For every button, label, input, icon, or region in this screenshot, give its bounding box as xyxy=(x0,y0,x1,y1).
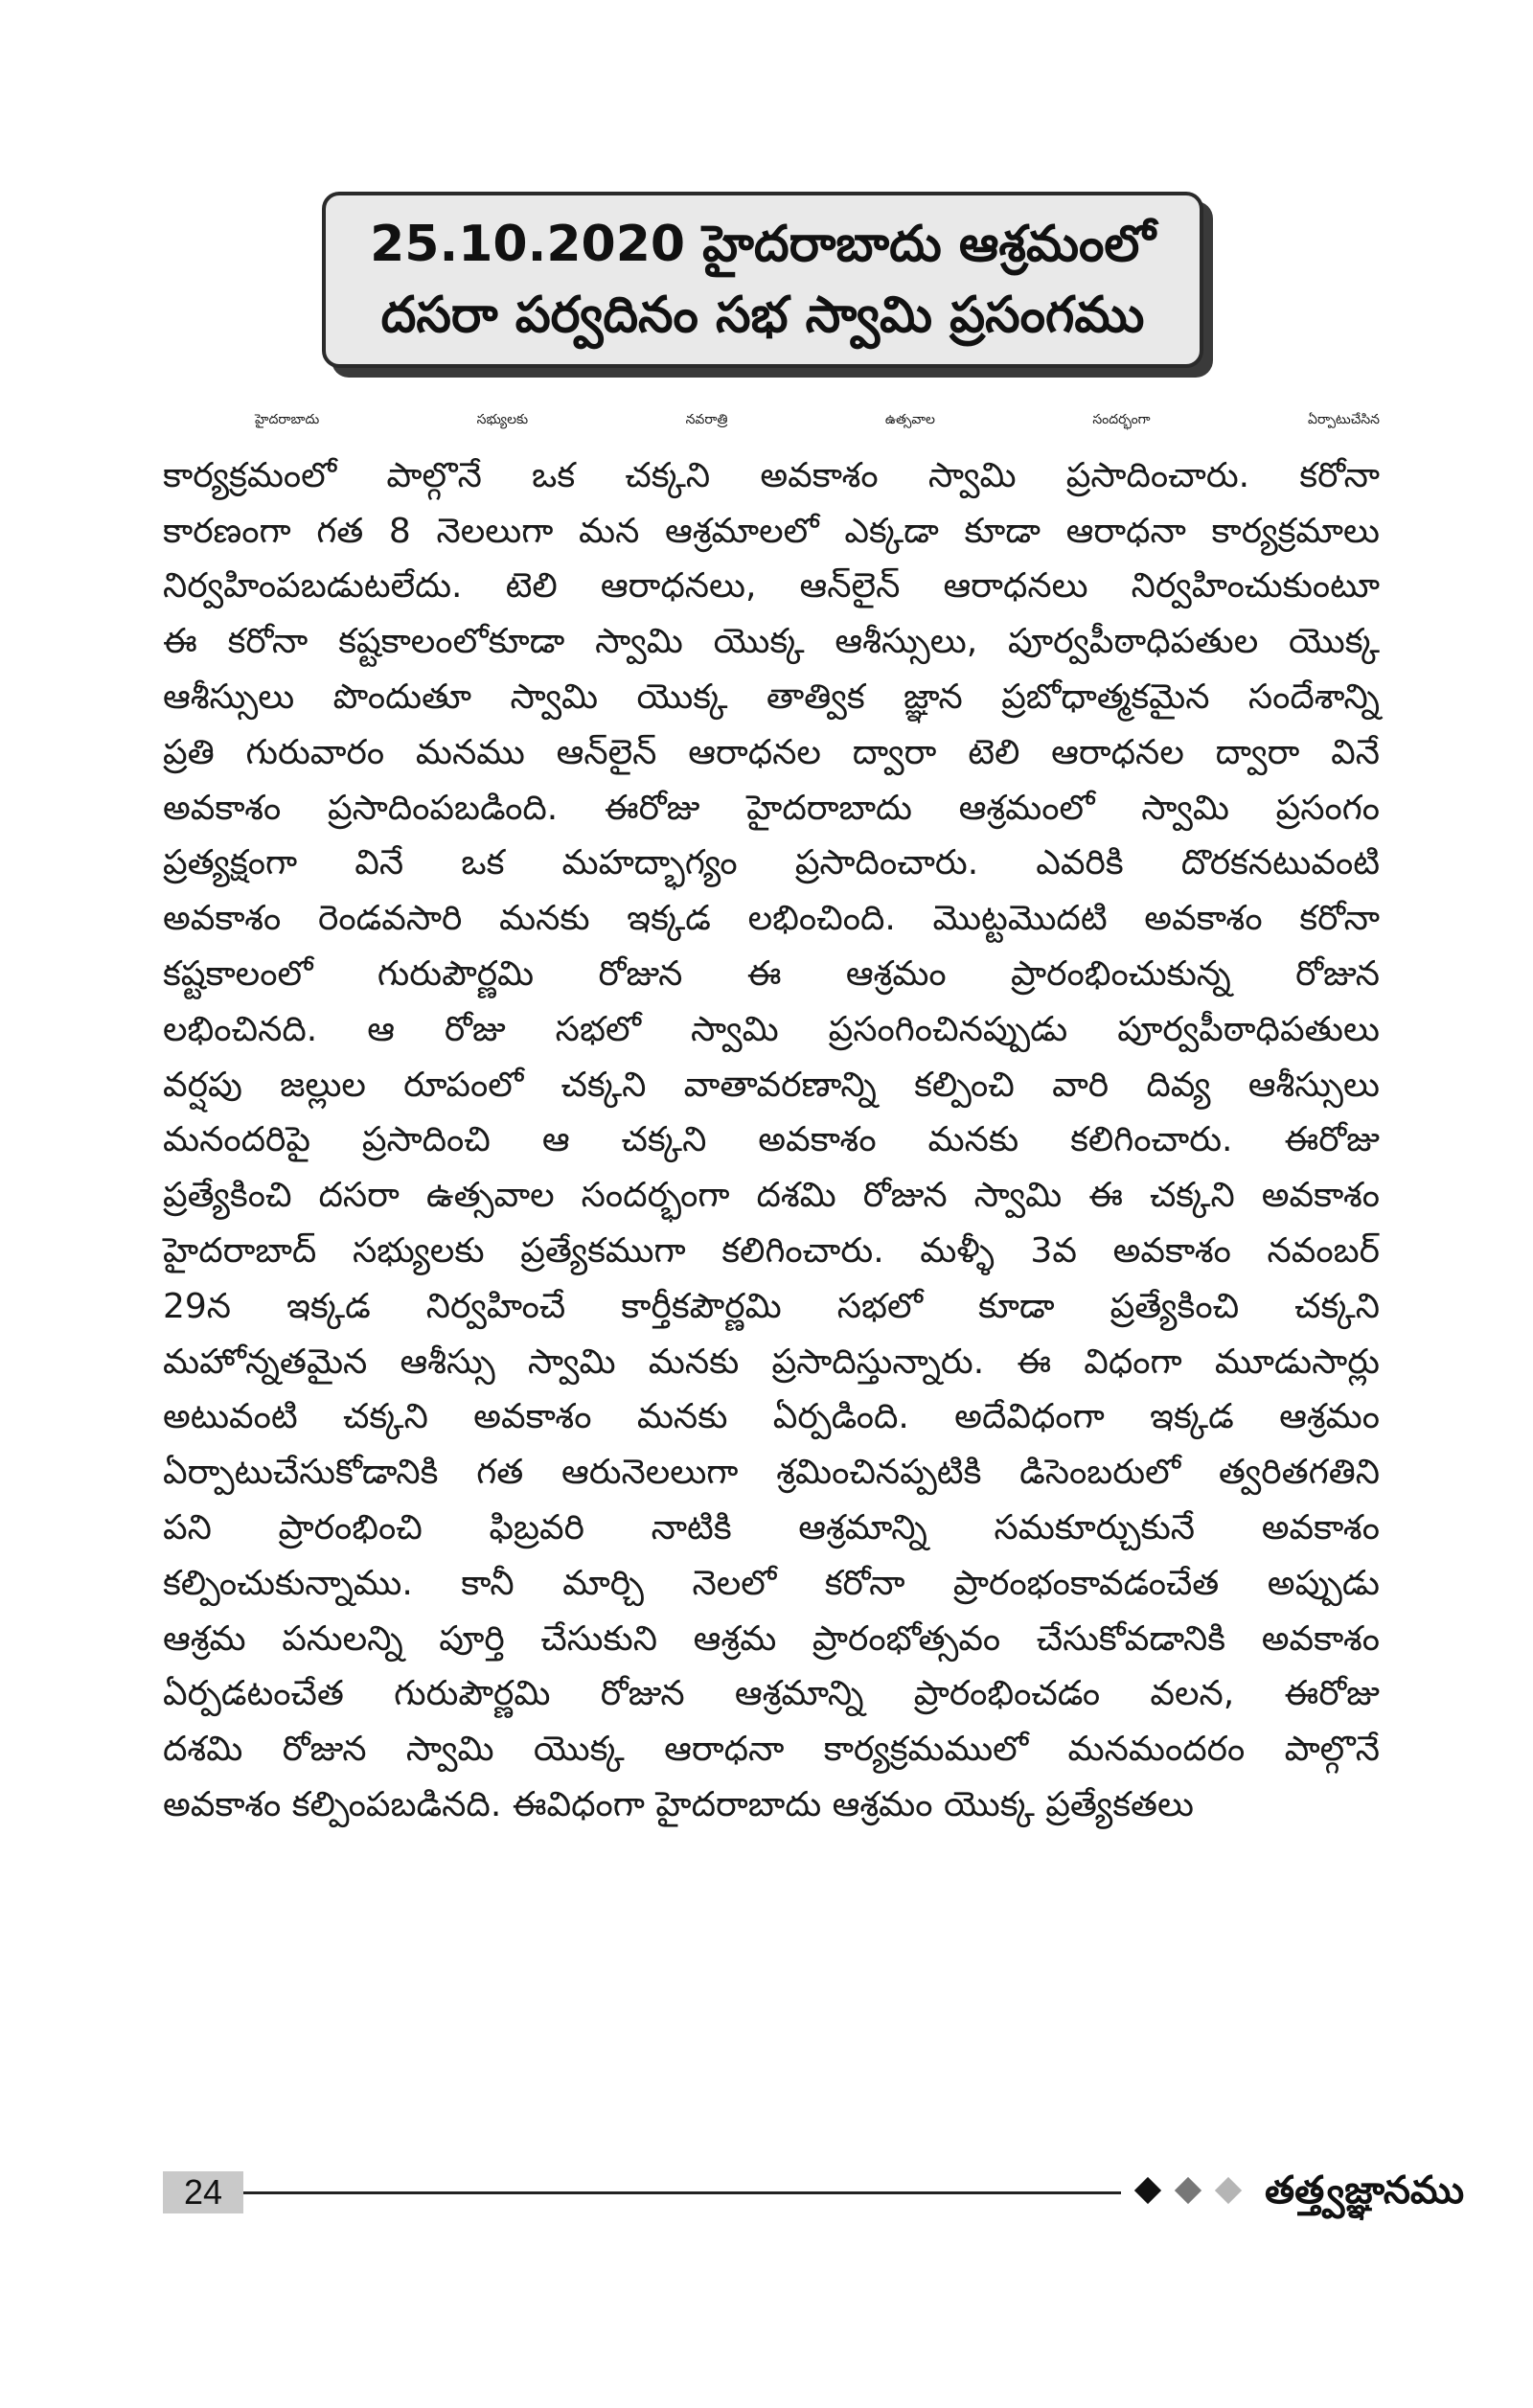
body-line: వర్షపు జల్లుల రూపంలో చక్కని వాతావరణాన్ని కల్పించి వారి దివ్య ఆశీస్సులు xyxy=(163,1065,1380,1105)
diamond-light-icon xyxy=(1215,2177,1242,2204)
body-line: 29న ఇక్కడ నిర్వహించే కార్తీకపౌర్ణమి సభలో కూడా ప్రత్యేకించి చక్కని xyxy=(163,1286,1380,1326)
body-line: ఆశ్రమ పనులన్ని పూర్తి చేసుకుని ఆశ్రమ ప్రారంభోత్సవం చేసుకోవడానికి అవకాశం xyxy=(163,1618,1380,1659)
article-title-line-2: దసరా పర్వదినం సభ స్వామి ప్రసంగము xyxy=(380,287,1145,344)
body-line: హైదరాబాద్ సభ్యులకు ప్రత్యేకముగా కలిగించారు. మళ్ళీ 3వ అవకాశం నవంబర్ xyxy=(163,1230,1380,1271)
article-body xyxy=(163,393,1380,1833)
body-line: పని ప్రారంభించి ఫిబ్రవరి నాటికి ఆశ్రమాన్ని సమకూర్చుకునే అవకాశం xyxy=(163,1507,1380,1548)
footer-divider xyxy=(243,2191,1121,2194)
body-line: మనందరిపై ప్రసాదించి ఆ చక్కని అవకాశం మనకు కలిగించారు. ఈరోజు xyxy=(163,1120,1380,1160)
body-line: అవకాశం ప్రసాదింపబడింది. ఈరోజు హైదరాబాదు ఆశ్రమంలో స్వామి ప్రసంగం xyxy=(163,788,1380,828)
body-line: కారణంగా గత 8 నెలలుగా మన ఆశ్రమాలలో ఎక్కడా కూడా ఆరాధనా కార్యక్రమాలు xyxy=(163,511,1380,551)
body-line: హైదరాబాదు సభ్యులకు నవరాత్రి ఉత్సవాల సందర్భంగా ఏర్పాటుచేసిన xyxy=(255,412,1380,427)
page-number: 24 xyxy=(163,2171,243,2213)
body-line: ఈ కరోనా కష్టకాలంలోకూడా స్వామి యొక్క ఆశీస్సులు, పూర్వపీఠాధిపతుల యొక్క xyxy=(163,622,1380,662)
article-title-box xyxy=(322,192,1203,368)
diamond-dark-icon xyxy=(1134,2177,1161,2204)
page-footer xyxy=(163,2166,1465,2219)
body-line: అవకాశం రెండవసారి మనకు ఇక్కడ లభించింది. మొట్టమొదటి అవకాశం కరోనా xyxy=(163,899,1380,939)
body-line: ఏర్పాటుచేసుకోడానికి గత ఆరునెలలుగా శ్రమించినప్పటికి డిసెంబరులో త్వరితగతిని xyxy=(163,1453,1380,1493)
body-line: ఆశీస్సులు పొందుతూ స్వామి యొక్క తాత్విక జ్ఞాన ప్రబోధాత్మకమైన సందేశాన్ని xyxy=(163,677,1380,717)
body-line: ఏర్పడటంచేత గురుపౌర్ణమి రోజున ఆశ్రమాన్ని ప్రారంభించడం వలన, ఈరోజు xyxy=(163,1674,1380,1714)
body-line: కల్పించుకున్నాము. కానీ మార్చి నెలలో కరోనా ప్రారంభంకావడంచేత అప్పుడు xyxy=(163,1563,1380,1603)
body-line: కార్యక్రమంలో పాల్గొనే ఒక చక్కని అవకాశం స్వామి ప్రసాదించారు. కరోనా xyxy=(163,455,1380,495)
body-line: అవకాశం కల్పింపబడినది. ఈవిధంగా హైదరాబాదు ఆశ్రమం యొక్క ప్రత్యేకతలు xyxy=(163,1784,1195,1824)
body-line: దశమి రోజున స్వామి యొక్క ఆరాధనా కార్యక్రమములో మనమందరం పాల్గొనే xyxy=(163,1730,1380,1770)
body-line: ప్రతి గురువారం మనము ఆన్‌లైన్ ఆరాధనల ద్వారా టెలి ఆరాధనల ద్వారా వినే xyxy=(163,732,1380,772)
body-line: నిర్వహింపబడుటలేదు. టెలి ఆరాధనలు, ఆన్‌లైన్ ఆరాధనలు నిర్వహించుకుంటూ xyxy=(163,566,1380,607)
diamond-medium-icon xyxy=(1175,2177,1201,2204)
body-line: కష్టకాలంలో గురుపౌర్ణమి రోజున ఈ ఆశ్రమం ప్రారంభించుకున్న రోజున xyxy=(163,953,1380,994)
magazine-name: తత్త్వజ్ఞానము xyxy=(1265,2168,1465,2213)
body-line: మహోన్నతమైన ఆశీస్సు స్వామి మనకు ప్రసాదిస్తున్నారు. ఈ విధంగా మూడుసార్లు xyxy=(163,1342,1380,1382)
body-line: లభించినది. ఆ రోజు సభలో స్వామి ప్రసంగించినప్పుడు పూర్వపీఠాధిపతులు xyxy=(163,1009,1380,1049)
body-line: అటువంటి చక్కని అవకాశం మనకు ఏర్పడింది. అదేవిధంగా ఇక్కడ ఆశ్రమం xyxy=(163,1397,1380,1437)
body-line: ప్రత్యేకించి దసరా ఉత్సవాల సందర్భంగా దశమి రోజున స్వామి ఈ చక్కని అవకాశం xyxy=(163,1176,1380,1216)
body-line: ప్రత్యక్షంగా వినే ఒక మహద్భాగ్యం ప్రసాదించారు. ఎవరికి దొరకనటువంటి xyxy=(163,843,1380,883)
article-title-line-1: 25.10.2020 హైదరాబాదు ఆశ్రమంలో xyxy=(370,216,1155,273)
